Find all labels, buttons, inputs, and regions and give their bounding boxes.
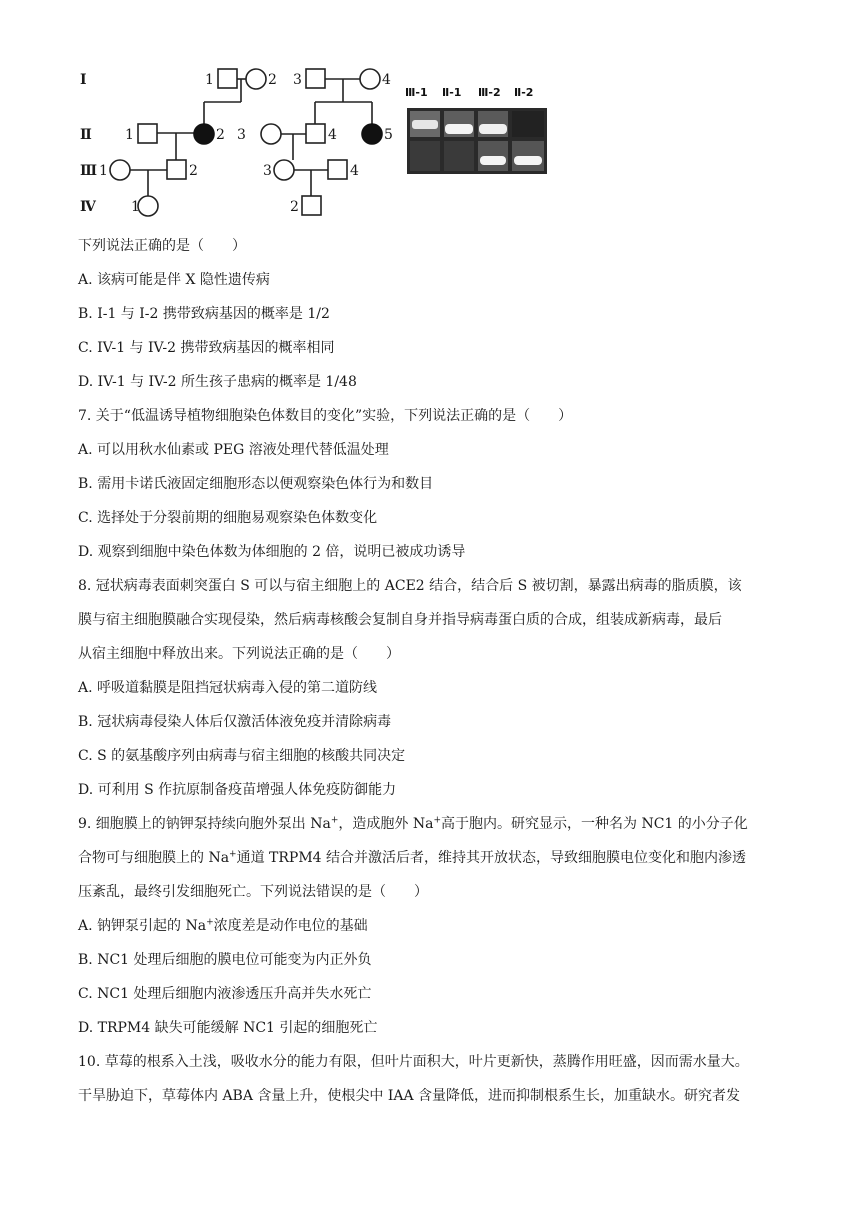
q7-option-c[interactable]: C. 选择处于分裂前期的细胞易观察染色体数变化 (78, 510, 378, 526)
gel-lane-label-III-1: Ⅲ-1 (405, 86, 428, 99)
gel-band (479, 124, 507, 134)
q8-option-a[interactable]: A. 呼吸道黏膜是阻挡冠状病毒入侵的第二道防线 (78, 680, 378, 696)
q9-option-d[interactable]: D. TRPM4 缺失可能缓解 NC1 引起的细胞死亡 (78, 1020, 378, 1036)
individual-III-2 (167, 160, 186, 179)
gel-lane-label-III-2: Ⅲ-2 (478, 86, 501, 99)
label-I-1: 1 (205, 72, 214, 88)
label-II-4: 4 (328, 127, 337, 143)
individual-III-4 (328, 160, 347, 179)
individual-IV-1 (138, 196, 158, 216)
label-III-2: 2 (189, 163, 198, 179)
q9-stem-line-2: 合物可与细胞膜上的 Na+通道 TRPM4 结合并激活后者，维持其开放状态，导致细胞膜电位变化和胞内渗透 (78, 849, 747, 866)
gel-band (480, 156, 506, 165)
individual-I-2 (246, 69, 266, 89)
q9-stem-line-3: 压紊乱，最终引发细胞死亡。下列说法错误的是（ ） (78, 884, 428, 900)
individual-II-3 (261, 124, 281, 144)
q6-option-b[interactable]: B. I-1 与 I-2 携带致病基因的概率是 1/2 (78, 306, 330, 322)
gel-band (412, 120, 438, 129)
label-IV-1: 1 (131, 199, 140, 215)
individual-III-3 (274, 160, 294, 180)
individual-II-4 (306, 124, 325, 143)
individual-IV-2 (302, 196, 321, 215)
gel-lane-label-II-1: Ⅱ-1 (442, 86, 462, 99)
q6-stem: 下列说法正确的是（ ） (78, 238, 246, 254)
question-text (78, 229, 798, 1113)
q8-option-d[interactable]: D. 可利用 S 作抗原制备疫苗增强人体免疫防御能力 (78, 782, 397, 798)
q7-option-a[interactable]: A. 可以用秋水仙素或 PEG 溶液处理代替低温处理 (78, 442, 389, 458)
individual-II-5 (362, 124, 382, 144)
q9-stem-line-1: 9. 细胞膜上的钠钾泵持续向胞外泵出 Na+，造成胞外 Na+高于胞内。研究显示，一种名为 NC1 的小分子化 (78, 815, 748, 832)
individual-I-3 (306, 69, 325, 88)
q8-stem-line-3: 从宿主细胞中释放出来。下列说法正确的是（ ） (78, 646, 400, 662)
q6-option-a[interactable]: A. 该病可能是伴 X 隐性遗传病 (78, 272, 270, 288)
gel-lane-label-II-2: Ⅱ-2 (514, 86, 534, 99)
q9-option-a[interactable]: A. 钠钾泵引起的 Na+浓度差是动作电位的基础 (78, 917, 368, 934)
generation-label-IV: Ⅳ (80, 199, 96, 215)
generation-label-I: Ⅰ (80, 72, 87, 88)
electrophoresis-gel (404, 84, 550, 176)
q8-option-c[interactable]: C. S 的氨基酸序列由病毒与宿主细胞的核酸共同决定 (78, 748, 406, 764)
q6-option-d[interactable]: D. IV-1 与 IV-2 所生孩子患病的概率是 1/48 (78, 374, 357, 390)
label-I-3: 3 (293, 72, 302, 88)
label-IV-2: 2 (290, 199, 299, 215)
q9-option-b[interactable]: B. NC1 处理后细胞的膜电位可能变为内正外负 (78, 952, 372, 968)
q7-stem: 7. 关于“低温诱导植物细胞染色体数目的变化”实验，下列说法正确的是（ ） (78, 408, 573, 424)
generation-label-III: Ⅲ (80, 163, 98, 179)
q8-option-b[interactable]: B. 冠状病毒侵染人体后仅激活体液免疫并清除病毒 (78, 714, 392, 730)
q7-option-b[interactable]: B. 需用卡诺氏液固定细胞形态以便观察染色体行为和数目 (78, 476, 434, 492)
label-II-1: 1 (125, 127, 134, 143)
q9-option-c[interactable]: C. NC1 处理后细胞内液渗透压升高并失水死亡 (78, 986, 372, 1002)
label-II-3: 3 (237, 127, 246, 143)
individual-I-1 (218, 69, 237, 88)
gel-band (445, 124, 473, 134)
individual-II-2 (194, 124, 214, 144)
label-III-3: 3 (263, 163, 272, 179)
q10-stem-line-1: 10. 草莓的根系入土浅，吸收水分的能力有限，但叶片面积大，叶片更新快，蒸腾作用旺盛，因而需水量大。 (78, 1054, 749, 1070)
individual-III-1 (110, 160, 130, 180)
gel-band (514, 156, 542, 165)
q8-stem-line-2: 膜与宿主细胞膜融合实现侵染，然后病毒核酸会复制自身并指导病毒蛋白质的合成，组装成新病毒，最后 (78, 612, 722, 628)
label-III-1: 1 (99, 163, 108, 179)
q7-option-d[interactable]: D. 观察到细胞中染色体数为体细胞的 2 倍，说明已被成功诱导 (78, 544, 466, 560)
individual-II-1 (138, 124, 157, 143)
q10-stem-line-2: 干旱胁迫下，草莓体内 ABA 含量上升，使根尖中 IAA 含量降低，进而抑制根系生长，加重缺水。研究者发 (78, 1088, 741, 1104)
individual-I-4 (360, 69, 380, 89)
generation-label-II: Ⅱ (80, 127, 92, 143)
label-I-4: 4 (382, 72, 391, 88)
label-II-2: 2 (216, 127, 225, 143)
label-III-4: 4 (350, 163, 359, 179)
label-II-5: 5 (384, 127, 393, 143)
q8-stem-line-1: 8. 冠状病毒表面刺突蛋白 S 可以与宿主细胞上的 ACE2 结合，结合后 S 被切割，暴露出病毒的脂质膜，该 (78, 578, 742, 594)
q6-option-c[interactable]: C. IV-1 与 IV-2 携带致病基因的概率相同 (78, 340, 335, 356)
label-I-2: 2 (268, 72, 277, 88)
